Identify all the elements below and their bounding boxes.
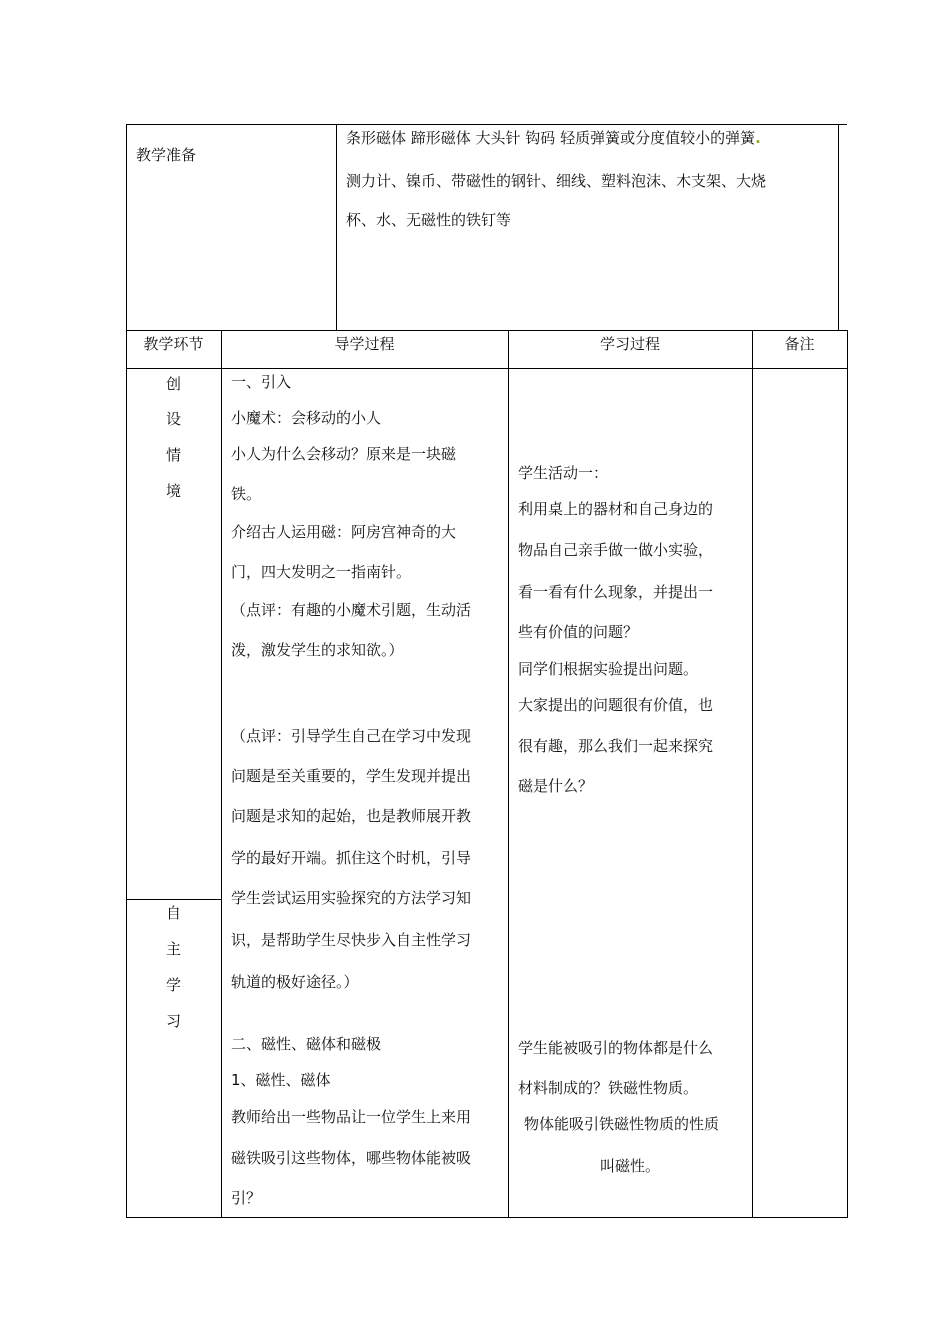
guide-line: 引？ <box>231 1189 262 1207</box>
learn-line: 磁是什么？ <box>518 777 594 795</box>
guide-line: 一、引入 <box>231 373 292 391</box>
learn-line: 很有趣，那么我们一起来探究 <box>518 737 714 755</box>
stage-char: 主 <box>165 940 181 958</box>
learn-line: 学生能被吸引的物体都是什么 <box>518 1039 714 1057</box>
prep-label: 教学准备 <box>136 146 197 164</box>
stage-divider <box>126 899 221 900</box>
guide-line: 学生尝试运用实验探究的方法学习知 <box>231 889 472 907</box>
header-top-border <box>126 330 847 331</box>
header-guide: 导学过程 <box>334 335 395 353</box>
guide-line: 磁铁吸引这些物体，哪些物体能被吸 <box>231 1149 472 1167</box>
guide-line: 二、磁性、磁体和磁极 <box>231 1035 382 1053</box>
guide-line: 小人为什么会移动？原来是一块磁 <box>231 445 457 463</box>
guide-line: 识，是帮助学生尽快步入自主性学习 <box>231 931 472 949</box>
col-divider-stage <box>221 330 222 1218</box>
guide-line: 小魔术：会移动的小人 <box>231 409 382 427</box>
col-divider-guide <box>508 330 509 1218</box>
guide-line: 教师给出一些物品让一位学生上来用 <box>231 1108 472 1126</box>
prep-divider <box>336 124 337 330</box>
guide-line: 1、磁性、磁体 <box>231 1071 331 1089</box>
table-border-bottom <box>126 1217 847 1218</box>
learn-line: 物品自己亲手做一做小实验， <box>518 541 714 559</box>
guide-line: （点评：有趣的小魔术引题，生动活 <box>231 601 472 619</box>
stage-char: 习 <box>165 1012 181 1030</box>
header-stage: 教学环节 <box>143 335 204 353</box>
guide-line: 门，四大发明之一指南针。 <box>231 563 412 581</box>
stage-char: 学 <box>165 976 181 994</box>
header-bottom-border <box>126 368 847 369</box>
stage-char: 自 <box>165 904 181 922</box>
stage-char: 境 <box>165 482 181 500</box>
stage-char: 情 <box>165 446 181 464</box>
learn-line: 看一看有什么现象，并提出一 <box>518 583 714 601</box>
guide-line: 问题是求知的起始，也是教师展开教 <box>231 807 472 825</box>
prep-line <box>346 128 761 148</box>
header-learn: 学习过程 <box>599 335 660 353</box>
col-right-border <box>847 330 848 1218</box>
prep-left-border <box>126 124 127 330</box>
guide-line: （点评：引导学生自己在学习中发现 <box>231 727 472 745</box>
learn-line: 叫磁性。 <box>599 1157 660 1175</box>
learn-line: 学生活动一： <box>518 464 609 482</box>
guide-line: 问题是至关重要的，学生发现并提出 <box>231 767 472 785</box>
learn-line: 材料制成的？铁磁性物质。 <box>518 1079 699 1097</box>
learn-line: 物体能吸引铁磁性物质的性质 <box>524 1115 720 1133</box>
learn-line: 利用桌上的器材和自己身边的 <box>518 500 714 518</box>
guide-line: 学的最好开端。抓住这个时机，引导 <box>231 849 472 867</box>
prep-end-mark: . <box>755 129 761 147</box>
guide-line: 铁。 <box>231 485 262 503</box>
learn-line: 些有价值的问题？ <box>518 623 639 641</box>
prep-line-text: 条形磁体 蹄形磁体 大头针 钩码 轻质弹簧或分度值较小的弹簧 <box>346 129 756 147</box>
stage-char: 创 <box>165 375 181 393</box>
stage-char: 设 <box>165 410 181 428</box>
guide-line: 轨道的极好途径。） <box>231 973 359 991</box>
learn-line: 同学们根据实验提出问题。 <box>518 660 699 678</box>
guide-line: 泼，激发学生的求知欲。） <box>231 641 404 659</box>
guide-line: 介绍古人运用磁：阿房宫神奇的大 <box>231 523 457 541</box>
table-border-top <box>126 124 847 125</box>
learn-line: 大家提出的问题很有价值，也 <box>518 696 714 714</box>
prep-right-border <box>838 124 839 330</box>
col-divider-learn <box>752 330 753 1218</box>
prep-line: 测力计、镍币、带磁性的钢针、细线、塑料泡沫、木支架、大烧 <box>346 172 767 190</box>
prep-line: 杯、水、无磁性的铁钉等 <box>346 211 512 229</box>
header-notes: 备注 <box>784 335 815 353</box>
